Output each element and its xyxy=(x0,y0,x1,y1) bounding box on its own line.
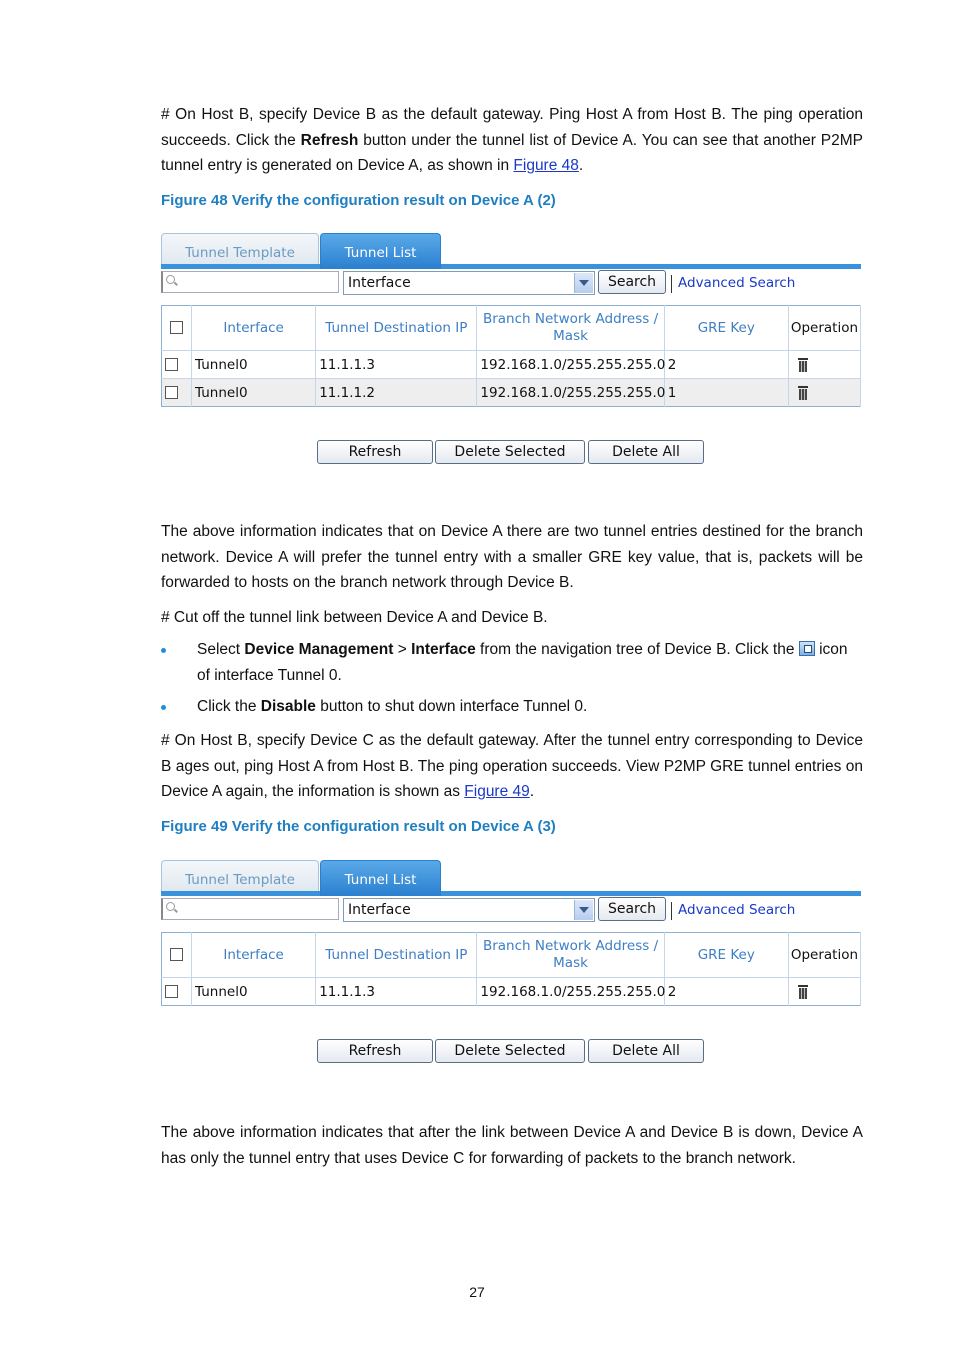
refresh-button[interactable]: Refresh xyxy=(317,1039,433,1063)
text: Click the xyxy=(197,698,261,715)
bold-text: Interface xyxy=(411,641,476,658)
delete-selected-button[interactable]: Delete Selected xyxy=(435,1039,585,1063)
cell-gre-key: 2 xyxy=(664,351,788,379)
cell-branch-network: 192.168.1.0/255.255.255.0 xyxy=(477,351,664,379)
search-field-select[interactable] xyxy=(343,898,595,922)
search-field-select[interactable] xyxy=(343,271,595,295)
bold-text: Device Management xyxy=(244,641,394,658)
tab-bar xyxy=(161,860,861,896)
table-row xyxy=(162,978,861,1006)
delete-all-button[interactable]: Delete All xyxy=(588,440,704,464)
table-header xyxy=(162,933,861,978)
action-buttons xyxy=(317,440,717,466)
bullet-text xyxy=(197,694,863,720)
text: # On Host B, specify Device C as the default gateway. After the tunnel entry corresponding to Device B ages out, ping Host A from Host B. The ping operation succeeds. View P2MP GRE tunnel entries on Device A again, the information is shown as xyxy=(161,732,863,800)
delete-selected-button[interactable]: Delete Selected xyxy=(435,440,585,464)
advanced-search-link[interactable]: Advanced Search xyxy=(678,902,796,918)
trash-icon[interactable] xyxy=(798,386,808,400)
search-input[interactable] xyxy=(161,898,339,920)
header-gre-key[interactable]: GRE Key xyxy=(664,933,788,978)
edit-icon xyxy=(799,641,815,656)
tab-tunnel-list[interactable]: Tunnel List xyxy=(320,860,441,896)
bullet-item xyxy=(161,637,863,688)
bullet-icon xyxy=(161,648,166,653)
cut-link-paragraph: # Cut off the tunnel link between Device A and Device B. xyxy=(161,609,548,626)
cell-destination-ip: 11.1.1.3 xyxy=(316,978,477,1006)
explanation-paragraph: The above information indicates that on Device A there are two tunnel entries destined for the branch network. Device A will prefer the tunnel entry with a smaller GRE key value, that is, packets will be forwarded to hosts on the branch network through Device B. xyxy=(161,523,863,591)
bold-text: Refresh xyxy=(300,131,359,149)
header-destination-ip[interactable]: Tunnel Destination IP xyxy=(316,933,477,978)
header-operation: Operation xyxy=(788,306,860,351)
bold-text: Disable xyxy=(260,698,316,715)
dropdown-arrow-icon[interactable] xyxy=(574,273,593,293)
cell-branch-network: 192.168.1.0/255.255.255.0 xyxy=(477,978,664,1006)
delete-all-button[interactable]: Delete All xyxy=(588,1039,704,1063)
search-input[interactable] xyxy=(161,271,339,293)
text: button to shut down interface Tunnel 0. xyxy=(315,698,588,715)
trash-icon[interactable] xyxy=(798,358,808,372)
tab-tunnel-template[interactable]: Tunnel Template xyxy=(161,860,319,896)
cell-operation xyxy=(788,379,860,407)
text: icon of interface Tunnel 0. xyxy=(197,641,848,684)
text: > xyxy=(393,641,412,658)
page-number: 27 xyxy=(469,1284,485,1300)
text: button under the tunnel list of Device A. You can see that another P2MP tunnel entry is generated on Device A, as shown in xyxy=(161,131,863,174)
row-checkbox[interactable] xyxy=(165,985,178,998)
text: . xyxy=(529,783,535,800)
tunnel-table xyxy=(161,932,861,1006)
cell-interface: Tunnel0 xyxy=(192,351,316,379)
cell-interface: Tunnel0 xyxy=(192,379,316,407)
bullet-icon xyxy=(161,705,166,710)
header-operation: Operation xyxy=(788,933,860,978)
dropdown-arrow-icon[interactable] xyxy=(574,900,593,920)
figure-48-link[interactable]: Figure 48 xyxy=(513,157,579,174)
advanced-search-link[interactable]: Advanced Search xyxy=(678,275,796,291)
select-all-checkbox[interactable] xyxy=(170,948,183,961)
text: Select xyxy=(197,641,245,658)
search-button[interactable]: Search xyxy=(598,270,666,294)
table-header xyxy=(162,306,861,351)
row-select-cell xyxy=(162,379,192,407)
action-buttons xyxy=(317,1039,717,1065)
header-gre-key[interactable]: GRE Key xyxy=(664,306,788,351)
row-select-cell xyxy=(162,978,192,1006)
header-destination-ip[interactable]: Tunnel Destination IP xyxy=(316,306,477,351)
search-bar xyxy=(161,896,861,927)
table-row xyxy=(162,351,861,379)
conclusion-paragraph: The above information indicates that after the link between Device A and Device B is down, Device A has only the tunnel entry that uses Device C for forwarding of packets to the branch network. xyxy=(161,1124,863,1167)
magnifier-icon xyxy=(166,902,175,911)
cell-destination-ip: 11.1.1.2 xyxy=(316,379,477,407)
search-button[interactable]: Search xyxy=(598,897,666,921)
row-select-cell xyxy=(162,351,192,379)
search-bar xyxy=(161,269,861,300)
header-interface[interactable]: Interface xyxy=(192,306,316,351)
intro-paragraph xyxy=(161,102,863,179)
separator xyxy=(671,902,672,920)
select-all-header xyxy=(162,933,192,978)
select-all-checkbox[interactable] xyxy=(170,321,183,334)
select-all-header xyxy=(162,306,192,351)
cell-interface: Tunnel0 xyxy=(192,978,316,1006)
tab-bar xyxy=(161,233,861,269)
cell-operation xyxy=(788,351,860,379)
refresh-button[interactable]: Refresh xyxy=(317,440,433,464)
cell-branch-network: 192.168.1.0/255.255.255.0 xyxy=(477,379,664,407)
device-c-paragraph xyxy=(161,728,863,805)
text: . xyxy=(578,157,584,174)
figure-48-caption: Figure 48 Verify the configuration result on Device A (2) xyxy=(161,192,556,209)
header-interface[interactable]: Interface xyxy=(192,933,316,978)
bullet-text xyxy=(197,637,863,688)
cell-destination-ip: 11.1.1.3 xyxy=(316,351,477,379)
separator xyxy=(671,275,672,293)
row-checkbox[interactable] xyxy=(165,358,178,371)
trash-icon[interactable] xyxy=(798,985,808,999)
magnifier-icon xyxy=(166,275,175,284)
table-row xyxy=(162,379,861,407)
text: # On Host B, specify Device B as the default gateway. Ping Host A from Host B. The ping operation succeeds. Click the xyxy=(161,106,863,149)
header-branch-network[interactable]: Branch Network Address / Mask xyxy=(477,306,664,351)
row-checkbox[interactable] xyxy=(165,386,178,399)
select-value: Interface xyxy=(348,275,411,291)
tunnel-table xyxy=(161,305,861,407)
figure-49-link[interactable]: Figure 49 xyxy=(464,783,530,800)
figure-49-panel xyxy=(161,860,861,1059)
tab-tunnel-template[interactable]: Tunnel Template xyxy=(161,233,319,269)
cell-gre-key: 2 xyxy=(664,978,788,1006)
select-value: Interface xyxy=(348,902,411,918)
cell-gre-key: 1 xyxy=(664,379,788,407)
figure-49-caption: Figure 49 Verify the configuration result on Device A (3) xyxy=(161,818,556,835)
header-branch-network[interactable]: Branch Network Address / Mask xyxy=(477,933,664,978)
bullet-item xyxy=(161,694,863,720)
cell-operation xyxy=(788,978,860,1006)
figure-48-panel xyxy=(161,233,861,460)
tab-tunnel-list[interactable]: Tunnel List xyxy=(320,233,441,269)
text: from the navigation tree of Device B. Click the xyxy=(475,641,799,658)
